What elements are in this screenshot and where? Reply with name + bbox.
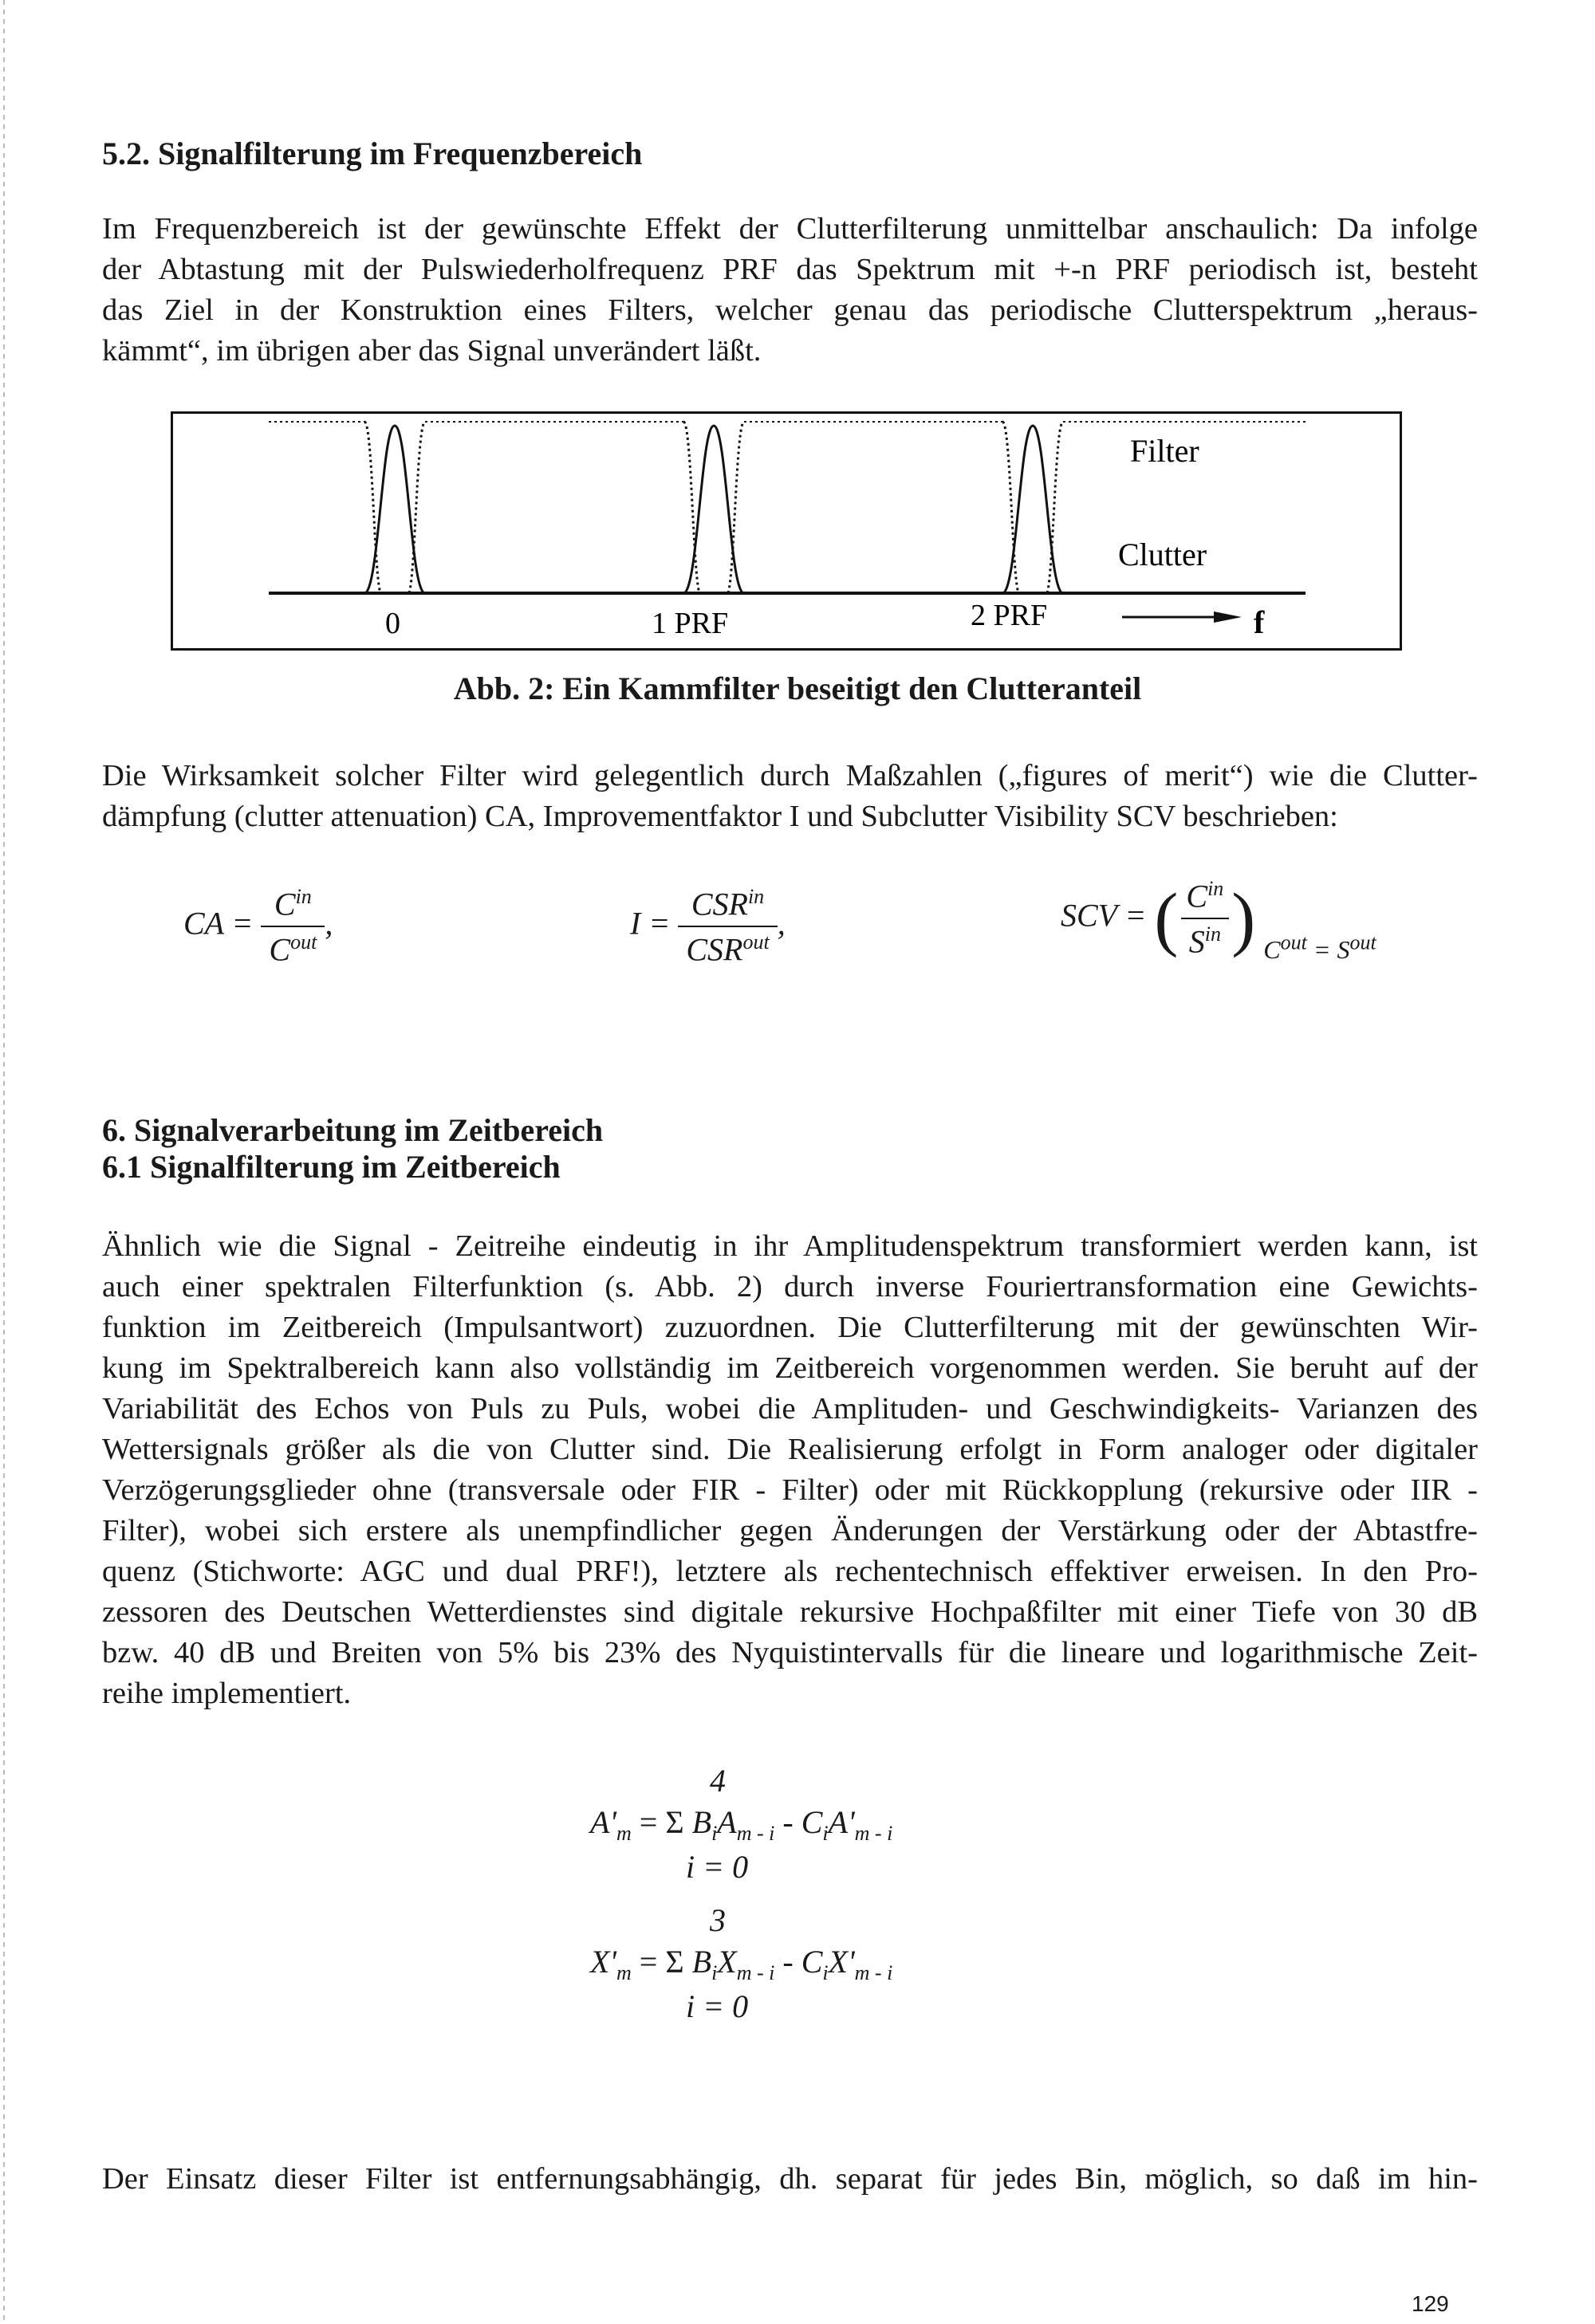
scv-fraction xyxy=(1178,877,1231,961)
merit-paragraph xyxy=(102,756,1478,837)
i-den: CSR xyxy=(686,931,743,968)
tick-label-1prf: 1 PRF xyxy=(652,607,729,640)
text-line: quenz (Stichworte: AGC und dual PRF!), letztere als rechentechnisch effektiver erweisen. In den Pro- xyxy=(102,1555,1478,1588)
formula-scv xyxy=(1061,877,1376,965)
filter-label: Filter xyxy=(1130,433,1199,469)
scv-den-sup: in xyxy=(1204,922,1221,946)
i-num-sup: in xyxy=(747,885,765,908)
final-paragraph xyxy=(102,2159,1478,2200)
text-line: bzw. 40 dB und Breiten von 5% bis 23% des Nyquistintervalls für die lineare und logarithmische Zeit- xyxy=(102,1636,1478,1669)
axis-label-f: f xyxy=(1254,604,1265,640)
text-line: Variabilität des Echos von Puls zu Puls, wobei die Amplituden- und Geschwindigkeits- Varianzen des xyxy=(102,1392,1478,1425)
ca-den: C xyxy=(269,931,291,968)
text-line: Die Wirksamkeit solcher Filter wird gelegentlich durch Maßzahlen („figures of merit“) wie die Clutter- xyxy=(102,759,1478,792)
page-number: 129 xyxy=(1412,2291,1449,2316)
sum-upper: 4 xyxy=(710,1763,726,1799)
ca-num: C xyxy=(274,886,296,922)
scv-condition: Cout = Sout xyxy=(1263,930,1376,964)
scv-den: S xyxy=(1188,923,1205,960)
scv-lhs: SCV xyxy=(1061,897,1117,934)
section-6-body xyxy=(102,1226,1478,1714)
axis-arrow-head xyxy=(1214,611,1242,623)
comb-filter-diagram xyxy=(173,414,1400,648)
i-den-sup: out xyxy=(742,930,770,954)
ca-fraction xyxy=(261,885,325,969)
clutter-label: Clutter xyxy=(1118,537,1207,572)
section-heading: 6. Signalverarbeitung im Zeitbereich xyxy=(102,1112,604,1148)
formula-i xyxy=(630,885,786,969)
i-lhs: I xyxy=(630,905,641,942)
paragraph xyxy=(102,209,1478,372)
formula-ca xyxy=(183,885,333,969)
text-line: auch einer spektralen Filterfunktion (s. Abb. 2) durch inverse Fouriertransformation eine Gewichts- xyxy=(102,1270,1478,1304)
paren-open: ( xyxy=(1154,879,1179,958)
comma: , xyxy=(777,905,786,942)
comb-filter-figure xyxy=(171,411,1402,651)
text-line: funktion im Zeitbereich (Impulsantwort) zuzuordnen. Die Clutterfilterung mit der gewünschten Wir- xyxy=(102,1311,1478,1344)
text-line: kämmt“, im übrigen aber das Signal unverändert läßt. xyxy=(102,334,762,368)
text-line: Der Einsatz dieser Filter ist entfernungsabhängig, dh. separat für jedes Bin, möglich, so daß im hin- xyxy=(102,2162,1478,2196)
eq-sign: = xyxy=(648,905,671,942)
text-line: kung im Spektralbereich kann also vollständig im Zeitbereich vorgenommen werden. Sie beruht auf der xyxy=(102,1351,1478,1385)
eq-sign: = xyxy=(1124,897,1147,934)
section-5-2 xyxy=(102,136,1478,172)
section-heading: 5.2. Signalfilterung im Frequenzbereich xyxy=(102,136,643,171)
equation-line: $A'_m = \Sigma$ $B_iA_{m - i} - C_iA'_{m - i}$ xyxy=(590,1804,893,1845)
paren-close: ) xyxy=(1231,879,1256,958)
text-line: dämpfung (clutter attenuation) CA, Improvementfaktor I und Subclutter Visibility SCV beschrieben: xyxy=(102,800,1338,833)
figure-caption: Abb. 2: Ein Kammfilter beseitigt den Clutteranteil xyxy=(453,670,1142,706)
text-line: zessoren des Deutschen Wetterdienstes sind digitale rekursive Hochpaßfilter mit einer Tiefe von 30 dB xyxy=(102,1595,1478,1629)
equation-a xyxy=(590,1762,1069,1897)
text-line: Wettersignals größer als die von Clutter sind. Die Realisierung erfolgt in Form analoger oder digitaler xyxy=(102,1433,1478,1466)
text-line: Im Frequenzbereich ist der gewünschte Effekt der Clutterfilterung unmittelbar anschaulich: Da infolge xyxy=(102,212,1478,246)
equation-x xyxy=(590,1901,1069,2037)
text-line: Verzögerungsglieder ohne (transversale oder FIR - Filter) oder mit Rückkopplung (rekursive oder IIR - xyxy=(102,1473,1478,1507)
sum-lower: i = 0 xyxy=(686,1849,749,1885)
eq-sign: = xyxy=(231,905,254,942)
subsection-heading: 6.1 Signalfilterung im Zeitbereich xyxy=(102,1149,561,1185)
text-line: reihe implementiert. xyxy=(102,1677,352,1710)
section-6 xyxy=(102,1112,1478,1186)
text-line: Filter), wobei sich erstere als unempfindlicher gegen Änderungen der Verstärkung oder der Abtastfre- xyxy=(102,1514,1478,1547)
section-5-2-body xyxy=(102,209,1478,372)
text-line: der Abtastung mit der Pulswiederholfrequenz PRF das Spektrum mit +-n PRF periodisch ist, besteht xyxy=(102,253,1478,286)
text-line: das Ziel in der Konstruktion eines Filters, welcher genau das periodische Clutterspektrum „heraus- xyxy=(102,293,1478,327)
ca-num-sup: in xyxy=(295,885,312,908)
text-line: Ähnlich wie die Signal - Zeitreihe eindeutig in ihr Amplitudenspektrum transformiert werden kann, ist xyxy=(102,1229,1478,1263)
paragraph xyxy=(102,756,1478,837)
sum-upper: 3 xyxy=(710,1902,726,1938)
scan-edge xyxy=(3,0,5,2324)
i-num: CSR xyxy=(691,886,748,922)
paragraph xyxy=(102,2159,1478,2200)
scv-num: C xyxy=(1186,878,1208,914)
comma: , xyxy=(325,905,333,942)
tick-label-2prf: 2 PRF xyxy=(971,599,1048,632)
paragraph xyxy=(102,1226,1478,1714)
ca-lhs: CA xyxy=(183,905,224,942)
tick-label-0: 0 xyxy=(385,607,400,640)
equation-line: $X'_m = \Sigma$ $B_iX_{m - i} - C_iX'_{m - i}$ xyxy=(590,1944,893,1984)
i-fraction xyxy=(678,885,777,969)
sum-lower: i = 0 xyxy=(686,1988,749,2024)
scv-num-sup: in xyxy=(1207,877,1224,900)
ca-den-sup: out xyxy=(290,930,317,954)
